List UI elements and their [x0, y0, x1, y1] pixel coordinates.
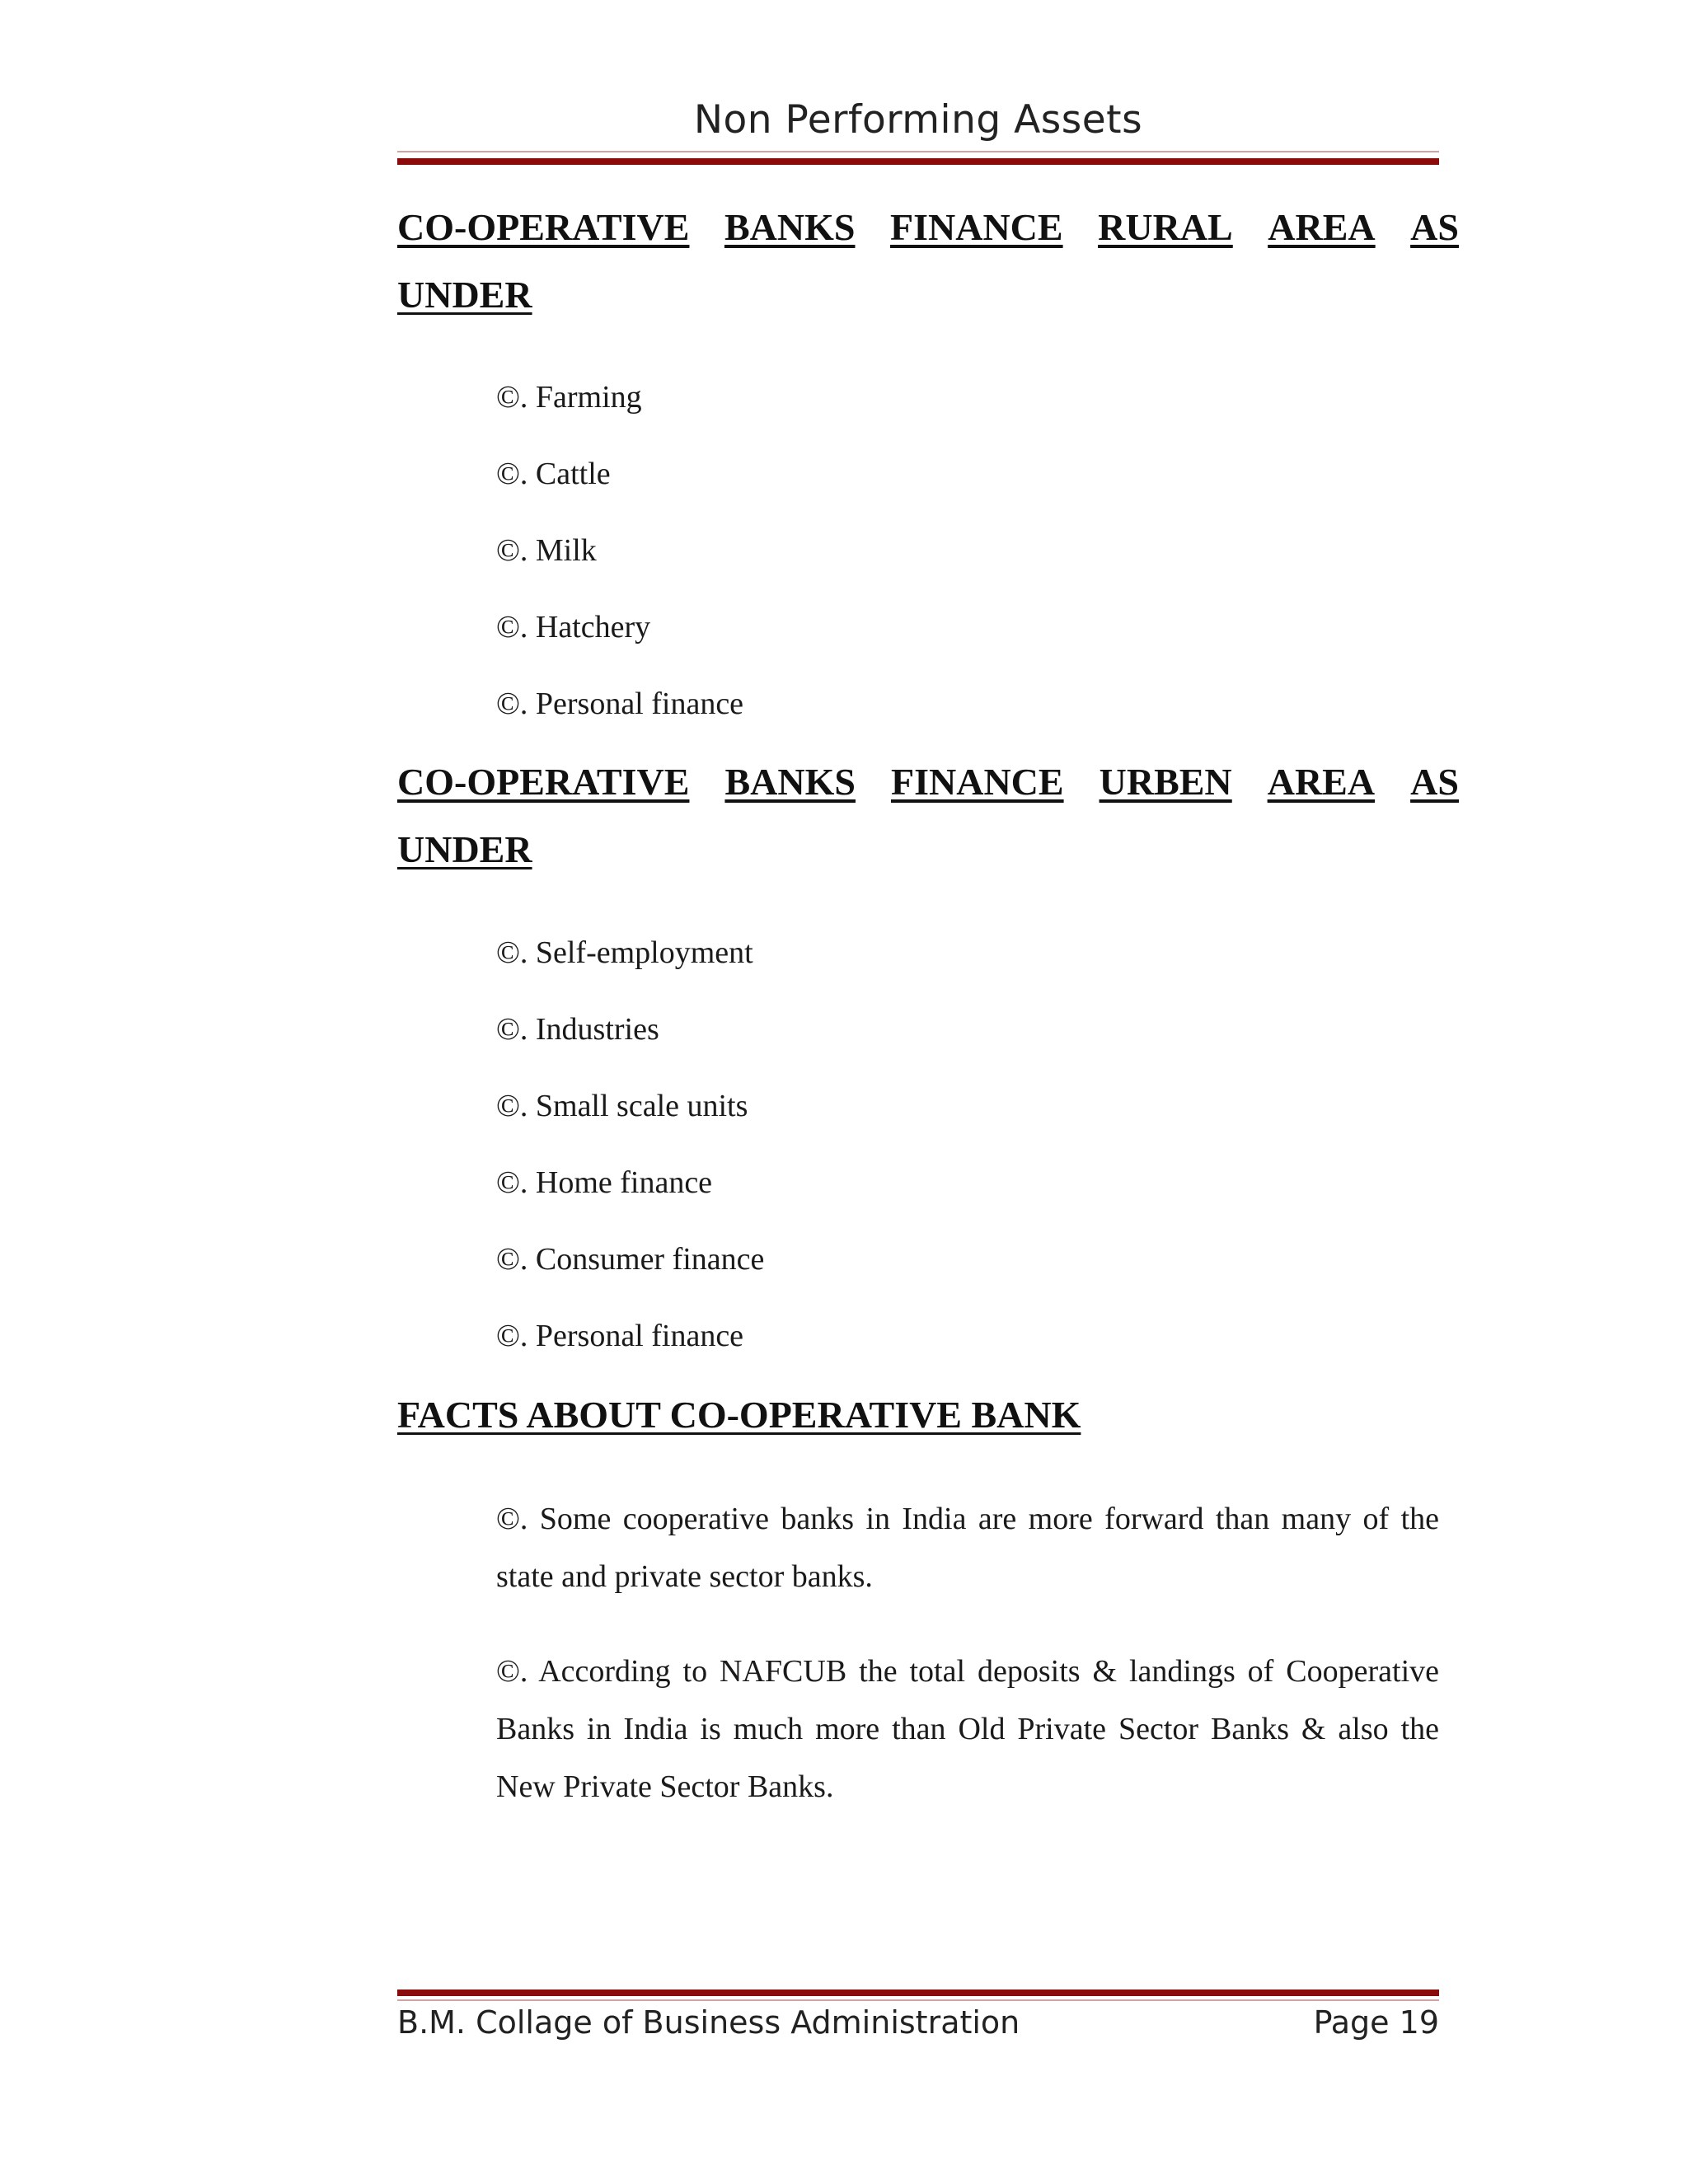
- section-heading-facts: FACTS ABOUT CO-OPERATIVE BANK: [397, 1394, 1081, 1436]
- list-item: ©. Hatchery: [496, 610, 651, 644]
- fact-paragraph: ©. According to NAFCUB the total deposits & landings of Cooperative Banks in India is much more than Old Private Sector Banks & also the New Private Sector Banks.: [496, 1654, 1439, 1804]
- list-item: ©. Cattle: [496, 457, 611, 491]
- list-item: ©. Personal finance: [496, 687, 744, 721]
- section-heading-rural: [397, 194, 1459, 329]
- heading-word: BANKS: [724, 206, 856, 248]
- heading-word: FINANCE: [891, 761, 1064, 803]
- section-heading-urban: [397, 748, 1459, 883]
- heading-word: URBEN: [1099, 761, 1232, 803]
- header-thin-rule: [397, 151, 1439, 152]
- heading-line-2: UNDER: [397, 828, 532, 870]
- heading-word: BANKS: [724, 761, 856, 803]
- header-thick-rule: [397, 158, 1439, 165]
- footer-thin-rule: [397, 1999, 1439, 2001]
- heading-word: AREA: [1267, 761, 1376, 803]
- list-item: ©. Farming: [496, 380, 642, 415]
- heading-word: RURAL: [1098, 206, 1233, 248]
- list-item: ©. Milk: [496, 533, 597, 568]
- heading-line-1: [397, 748, 1459, 816]
- page-header-title: Non Performing Assets: [693, 97, 1143, 143]
- list-item: ©. Industries: [496, 1012, 659, 1047]
- heading-line-2: UNDER: [397, 274, 532, 316]
- rural-finance-list: [496, 359, 743, 743]
- list-item: ©. Small scale units: [496, 1089, 748, 1123]
- heading-word: AREA: [1268, 206, 1376, 248]
- heading-word: AS: [1410, 206, 1459, 248]
- footer-thick-rule: [397, 1990, 1439, 1996]
- heading-word: AS: [1410, 761, 1459, 803]
- heading-word: FINANCE: [890, 206, 1063, 248]
- list-item: ©. Home finance: [496, 1165, 713, 1200]
- list-item: ©. Self-employment: [496, 935, 753, 970]
- heading-word: CO-OPERATIVE: [397, 761, 690, 803]
- list-item: ©. Personal finance: [496, 1319, 744, 1353]
- heading-word: CO-OPERATIVE: [397, 206, 690, 248]
- urban-finance-list: [496, 915, 764, 1375]
- footer-page-number: Page 19: [1313, 2004, 1439, 2041]
- fact-paragraph: ©. Some cooperative banks in India are more forward than many of the state and private sector banks.: [496, 1502, 1439, 1594]
- heading-line-1: [397, 194, 1459, 261]
- list-item: ©. Consumer finance: [496, 1242, 765, 1277]
- footer-institution: B.M. Collage of Business Administration: [397, 2004, 1020, 2041]
